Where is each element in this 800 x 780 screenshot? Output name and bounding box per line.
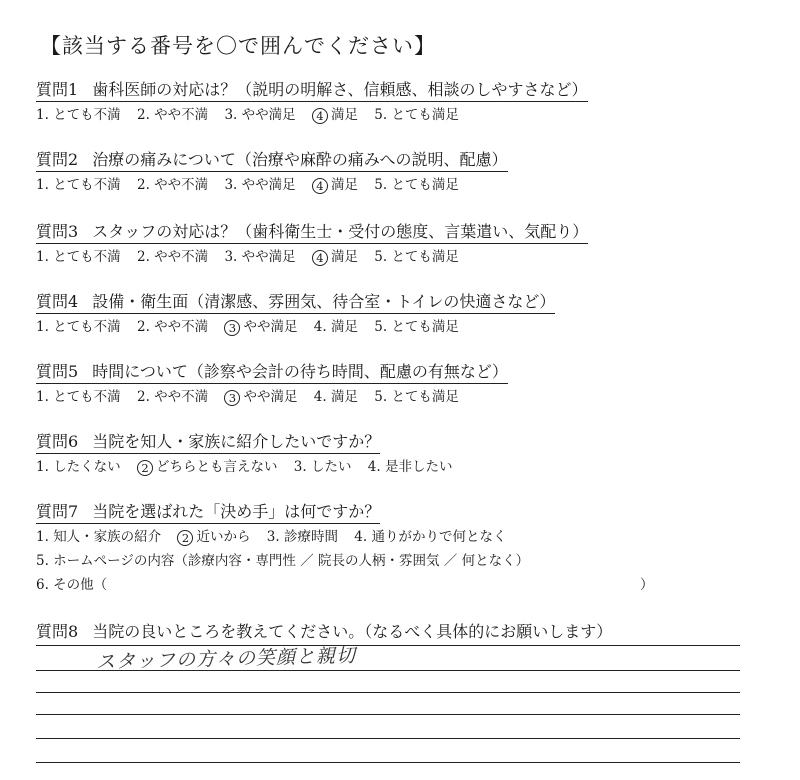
question-number: 質問3 <box>36 222 79 241</box>
option-2[interactable]: 2. やや不満 <box>136 107 209 123</box>
option-3[interactable]: 3. したい <box>293 459 352 475</box>
options-q6 <box>36 458 464 476</box>
question-3 <box>36 222 588 244</box>
question-text: 治療の痛みについて（治療や麻酔の痛みへの説明、配慮） <box>92 150 508 169</box>
option-4[interactable]: 4. 満足 <box>313 389 358 405</box>
question-number: 質問7 <box>36 502 79 521</box>
options-q2 <box>36 176 471 194</box>
question-8 <box>36 622 612 643</box>
options-q3 <box>36 248 471 266</box>
question-6 <box>36 432 380 454</box>
question-text: 当院を選ばれた「決め手」は何ですか？ <box>92 502 381 521</box>
option-5[interactable]: 5. とても満足 <box>374 177 459 193</box>
option-1[interactable]: 1. とても不満 <box>36 107 121 123</box>
circle-mark: 3 <box>224 390 240 406</box>
options-q7-row3[interactable] <box>36 576 656 594</box>
question-text: 時間について（診察や会計の待ち時間、配慮の有無など） <box>92 362 508 381</box>
circle-mark: 4 <box>312 108 328 124</box>
question-number: 質問1 <box>36 80 79 99</box>
option-4[interactable]: 4. 通りがかりで何となく <box>354 529 507 545</box>
option-3-circled[interactable]: 3 やや満足 <box>224 389 297 405</box>
option-4[interactable]: 4. 満足 <box>313 319 358 335</box>
option-6-label: 6. その他（ <box>36 577 108 593</box>
options-q5 <box>36 388 471 406</box>
option-5[interactable]: 5. とても満足 <box>374 319 459 335</box>
answer-line[interactable] <box>36 714 740 715</box>
circle-mark: 4 <box>312 250 328 266</box>
option-3[interactable]: 3. やや満足 <box>224 107 296 123</box>
question-text: 当院の良いところを教えてください。（なるべく具体的にお願いします） <box>92 622 613 641</box>
question-5 <box>36 362 508 384</box>
question-4 <box>36 292 555 314</box>
option-1[interactable]: 1. とても不満 <box>36 389 121 405</box>
question-text: 設備・衛生面（清潔感、雰囲気、待合室・トイレの快適さなど） <box>92 292 556 311</box>
question-7 <box>36 502 380 524</box>
option-5[interactable]: 5. とても満足 <box>374 107 459 123</box>
page-title: 【該当する番号を〇で囲んでください】 <box>40 34 436 58</box>
option-2[interactable]: 2. やや不満 <box>136 319 209 335</box>
question-1 <box>36 80 588 102</box>
circle-mark: 2 <box>137 460 153 476</box>
question-text: スタッフの対応は？（歯科衛生士・受付の態度、言葉遣い、気配り） <box>92 222 589 241</box>
answer-line[interactable] <box>36 762 740 763</box>
option-5[interactable]: 5. とても満足 <box>374 249 459 265</box>
option-1[interactable]: 1. とても不満 <box>36 249 121 265</box>
circle-mark: 4 <box>312 178 328 194</box>
option-4-circled[interactable]: 4 満足 <box>312 249 358 265</box>
option-1[interactable]: 1. とても不満 <box>36 319 121 335</box>
option-3[interactable]: 3. やや満足 <box>224 177 296 193</box>
option-2-circled[interactable]: 2 どちらとも言えない <box>137 459 278 475</box>
option-1[interactable]: 1. したくない <box>36 459 121 475</box>
question-number: 質問8 <box>36 622 79 641</box>
option-4[interactable]: 4. 是非したい <box>367 459 453 475</box>
option-1[interactable]: 1. とても不満 <box>36 177 121 193</box>
answer-line[interactable] <box>36 738 740 739</box>
close-paren: ） <box>640 577 654 593</box>
answer-line[interactable] <box>36 692 740 693</box>
question-number: 質問2 <box>36 150 79 169</box>
option-2-circled[interactable]: 2 近いから <box>177 529 250 545</box>
options-q7-row2[interactable]: 5. ホームページの内容（診療内容・専門性 ／ 院長の人柄・雰囲気 ／ 何となく） <box>36 553 530 569</box>
option-4-circled[interactable]: 4 満足 <box>312 177 358 193</box>
option-2[interactable]: 2. やや不満 <box>136 249 209 265</box>
question-number: 質問4 <box>36 292 79 311</box>
circle-mark: 3 <box>224 320 240 336</box>
circle-mark: 2 <box>177 530 193 546</box>
options-q7-row1 <box>36 528 518 546</box>
options-q4 <box>36 318 471 336</box>
question-number: 質問6 <box>36 432 79 451</box>
question-text: 歯科医師の対応は？（説明の明解さ、信頼感、相談のしやすさなど） <box>92 80 588 99</box>
option-3[interactable]: 3. やや満足 <box>224 249 296 265</box>
question-number: 質問5 <box>36 362 79 381</box>
option-2[interactable]: 2. やや不満 <box>136 177 209 193</box>
option-3[interactable]: 3. 診療時間 <box>266 529 338 545</box>
answer-line[interactable] <box>36 670 740 671</box>
question-2 <box>36 150 508 172</box>
option-5[interactable]: 5. とても満足 <box>374 389 459 405</box>
options-q1 <box>36 106 471 124</box>
option-2[interactable]: 2. やや不満 <box>136 389 209 405</box>
option-4-circled[interactable]: 4 満足 <box>312 107 358 123</box>
option-3-circled[interactable]: 3 やや満足 <box>224 319 297 335</box>
handwritten-answer: スタッフの方々の笑顔と親切 <box>95 644 357 674</box>
question-text: 当院を知人・家族に紹介したいですか？ <box>92 432 381 451</box>
option-1[interactable]: 1. 知人・家族の紹介 <box>36 529 162 545</box>
